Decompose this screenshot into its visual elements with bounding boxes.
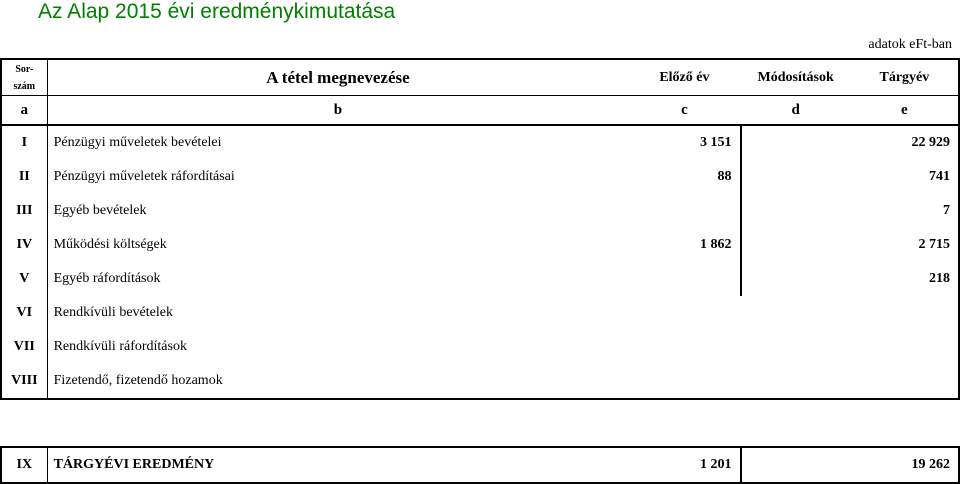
letter-d: d — [741, 96, 851, 126]
total-name: TÁRGYÉVI EREDMÉNY — [53, 457, 215, 472]
row-mod — [741, 194, 851, 228]
letter-b: b — [47, 96, 628, 126]
letter-e: e — [851, 96, 959, 126]
table-row — [1, 125, 959, 160]
total-prev: 1 201 — [700, 457, 732, 472]
row-prev — [628, 364, 740, 399]
row-number: IV — [1, 228, 47, 262]
row-number: I — [1, 125, 47, 160]
row-mod — [741, 296, 851, 330]
row-curr: 741 — [929, 169, 950, 184]
total-curr: 19 262 — [911, 457, 950, 472]
unit-note: adatok eFt-ban — [868, 37, 952, 52]
row-name: Pénzügyi műveletek ráfordításai — [53, 169, 235, 184]
table-row — [1, 194, 959, 228]
row-curr: 7 — [943, 203, 950, 218]
row-curr — [851, 296, 959, 330]
row-prev — [628, 330, 740, 364]
header-row — [1, 59, 959, 96]
row-prev — [628, 262, 740, 296]
table-row — [1, 228, 959, 262]
row-mod — [741, 125, 851, 160]
row-mod — [741, 262, 851, 296]
row-number: VII — [1, 330, 47, 364]
page-title: Az Alap 2015 évi eredménykimutatása — [38, 0, 396, 23]
row-name: Fizetendő, fizetendő hozamok — [53, 373, 223, 388]
row-curr: 218 — [929, 271, 950, 286]
row-name: Egyéb ráfordítások — [53, 271, 161, 286]
row-mod — [741, 228, 851, 262]
table-row — [1, 330, 959, 364]
header-sorszam: Sor- szám — [1, 59, 47, 96]
table-row — [1, 364, 959, 399]
row-curr: 22 929 — [911, 135, 950, 150]
row-prev: 1 862 — [700, 237, 732, 252]
row-prev: 88 — [717, 169, 732, 184]
row-number: II — [1, 160, 47, 194]
total-mod — [741, 447, 851, 483]
table-row — [1, 160, 959, 194]
row-prev — [628, 194, 740, 228]
header-modifications: Módosítások — [741, 59, 851, 96]
total-number: IX — [1, 447, 47, 483]
table-row — [1, 296, 959, 330]
header-current-year: Tárgyév — [851, 59, 959, 96]
letter-row — [1, 96, 959, 126]
letter-c: c — [628, 96, 740, 126]
letter-a: a — [1, 96, 47, 126]
row-prev — [628, 296, 740, 330]
row-mod — [741, 160, 851, 194]
table-row — [1, 262, 959, 296]
row-mod — [741, 330, 851, 364]
row-number: III — [1, 194, 47, 228]
row-curr — [851, 364, 959, 399]
row-name: Egyéb bevételek — [53, 203, 147, 218]
total-table — [0, 446, 960, 484]
header-prev-year: Előző év — [628, 59, 740, 96]
row-name: Pénzügyi műveletek bevételei — [53, 135, 222, 150]
row-name: Rendkívüli ráfordítások — [53, 339, 187, 354]
header-name: A tétel megnevezése — [47, 59, 628, 96]
row-mod — [741, 364, 851, 399]
income-statement-table — [0, 58, 960, 400]
row-name: Működési költségek — [53, 237, 167, 252]
row-name: Rendkívüli bevételek — [53, 305, 173, 320]
total-row — [1, 447, 959, 483]
row-prev: 3 151 — [700, 135, 732, 150]
row-number: V — [1, 262, 47, 296]
row-curr: 2 715 — [918, 237, 950, 252]
row-number: VI — [1, 296, 47, 330]
row-curr — [851, 330, 959, 364]
row-number: VIII — [1, 364, 47, 399]
